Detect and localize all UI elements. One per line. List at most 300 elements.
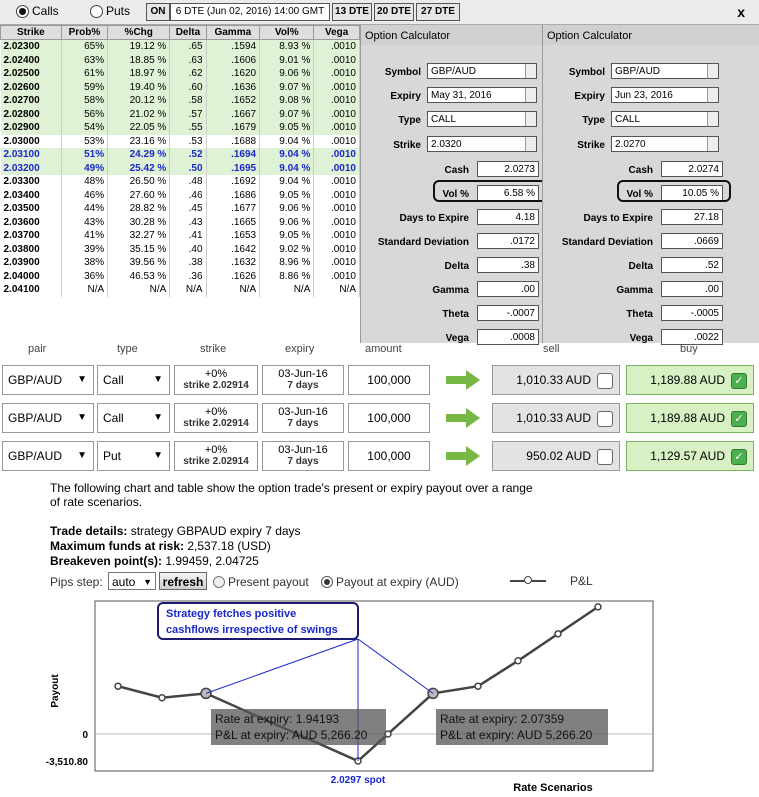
calc-theta-value: -.0007 [477, 305, 539, 321]
arrow-right-icon [446, 370, 482, 390]
chain-cell: 35.15 % [108, 243, 170, 257]
calc-expiry-label: Expiry [574, 91, 605, 102]
calc-expiry-field[interactable]: May 31, 2016 [427, 87, 537, 103]
strike-pct: +0% [204, 444, 228, 456]
chain-cell: .1620 [206, 67, 260, 81]
chain-cell: 2.03400 [1, 189, 62, 203]
chain-cell: .1632 [206, 256, 260, 270]
chain-row[interactable] [1, 270, 360, 284]
pl-point [515, 658, 521, 664]
trade-details-label: Trade details: [50, 524, 128, 538]
chain-cell: .0010 [314, 243, 360, 257]
chain-cell: 39.56 % [108, 256, 170, 270]
chain-row[interactable] [1, 108, 360, 122]
chain-cell: 27.60 % [108, 189, 170, 203]
buy-quote[interactable] [626, 365, 754, 395]
vol-highlight [433, 180, 547, 202]
checkmark-icon[interactable]: ✓ [731, 449, 747, 465]
chain-cell: 9.07 % [260, 108, 314, 122]
chain-cell: .43 [170, 216, 206, 230]
pl-point [159, 695, 165, 701]
strike-pct: +0% [204, 368, 228, 380]
close-icon[interactable]: x [737, 4, 745, 20]
y-tick-min: -3,510.80 [45, 757, 88, 768]
calc-cash-value: 2.0273 [477, 161, 539, 177]
chain-cell: 2.02300 [1, 40, 62, 54]
calc-vol-label: Vol % [626, 189, 653, 200]
calc-delta-value: .52 [661, 257, 723, 273]
chain-header-prob[interactable]: Prob% [61, 26, 107, 40]
chain-cell: 9.04 % [260, 148, 314, 162]
chain-cell: .65 [170, 40, 206, 54]
strike-value: strike 2.02914 [183, 418, 249, 429]
chain-cell: .0010 [314, 108, 360, 122]
option-chain-toolbar [0, 0, 759, 25]
x-axis-label: Rate Scenarios [513, 782, 593, 794]
breakeven-value: 1.99459, 2.04725 [165, 554, 259, 568]
sell-quote[interactable] [492, 365, 620, 395]
chain-cell: 32.27 % [108, 229, 170, 243]
calc-days-value: 4.18 [477, 209, 539, 225]
chain-cell: 20.12 % [108, 94, 170, 108]
chain-cell: .1626 [206, 270, 260, 284]
chain-cell: 28.82 % [108, 202, 170, 216]
chain-cell: 2.04000 [1, 270, 62, 284]
chain-cell: 21.02 % [108, 108, 170, 122]
chain-cell: 2.02500 [1, 67, 62, 81]
chain-cell: 9.04 % [260, 175, 314, 189]
calc-days-label: Days to Expire [583, 213, 653, 224]
max-funds-label: Maximum funds at risk: [50, 539, 185, 553]
expiry-field[interactable] [262, 365, 344, 395]
calc-gamma-value: .00 [477, 281, 539, 297]
chain-cell: 9.05 % [260, 229, 314, 243]
strike-field[interactable] [174, 365, 258, 395]
calc-days-value: 27.18 [661, 209, 723, 225]
chain-cell: 2.02900 [1, 121, 62, 135]
chain-cell: .41 [170, 229, 206, 243]
chevron-down-icon: ▼ [143, 577, 152, 587]
pair-select[interactable] [2, 403, 94, 433]
chain-cell: N/A [170, 283, 206, 297]
chain-header-vega[interactable]: Vega [314, 26, 360, 40]
chain-cell: 2.02600 [1, 81, 62, 95]
chain-cell: 9.02 % [260, 243, 314, 257]
chain-cell: .1688 [206, 135, 260, 149]
chain-row[interactable] [1, 81, 360, 95]
chain-cell: 2.03500 [1, 202, 62, 216]
pips-step-value: auto [112, 575, 136, 589]
chain-cell: 9.04 % [260, 162, 314, 176]
calc-cash-label: Cash [444, 165, 469, 176]
checkmark-icon[interactable]: ✓ [731, 373, 747, 389]
chain-cell: N/A [108, 283, 170, 297]
pair-value: GBP/AUD [8, 411, 63, 425]
chain-cell: 9.06 % [260, 202, 314, 216]
pair-value: GBP/AUD [8, 373, 63, 387]
chain-cell: .36 [170, 270, 206, 284]
chevron-down-icon: ▼ [77, 450, 87, 461]
chain-header-chg[interactable]: %Chg [108, 26, 170, 40]
chain-cell: .1594 [206, 40, 260, 54]
annotation-line1: Strategy fetches positive [166, 608, 297, 620]
chain-cell: .0010 [314, 40, 360, 54]
chain-cell: 8.96 % [260, 256, 314, 270]
chain-cell: N/A [61, 283, 107, 297]
chain-cell: .1679 [206, 121, 260, 135]
calc-theta-label: Theta [626, 309, 653, 320]
pl-point [595, 604, 601, 610]
calc-days-label: Days to Expire [399, 213, 469, 224]
sell-checkbox[interactable] [597, 449, 613, 465]
type-value: Call [103, 373, 124, 387]
calc-expiry-field[interactable]: Jun 23, 2016 [611, 87, 719, 103]
sell-price: 1,010.33 AUD [516, 373, 591, 387]
calls-radio[interactable] [16, 5, 29, 18]
chain-cell: 25.42 % [108, 162, 170, 176]
chain-cell: 8.86 % [260, 270, 314, 284]
chain-cell: 30.28 % [108, 216, 170, 230]
calc-type-label: Type [582, 115, 605, 126]
chain-cell: 19.12 % [108, 40, 170, 54]
calc-sd-label: Standard Deviation [377, 237, 469, 248]
calc-symbol-label: Symbol [384, 67, 421, 78]
chain-cell: 2.02800 [1, 108, 62, 122]
chain-cell: 41% [61, 229, 107, 243]
expiry-date: 03-Jun-16 [278, 444, 328, 456]
puts-radio[interactable] [90, 5, 103, 18]
col-expiry: expiry [285, 343, 315, 355]
chain-cell: 39% [61, 243, 107, 257]
chain-cell: .40 [170, 243, 206, 257]
calc-vega-label: Vega [445, 333, 469, 344]
pl-point [475, 683, 481, 689]
present-payout-radio[interactable] [213, 576, 225, 588]
payout-chart [0, 595, 759, 797]
chain-cell: 2.02400 [1, 54, 62, 68]
sell-quote[interactable] [492, 403, 620, 433]
chain-cell: 2.03300 [1, 175, 62, 189]
col-sell: sell [543, 343, 560, 355]
legend-marker [524, 576, 532, 584]
checkmark-icon[interactable]: ✓ [731, 411, 747, 427]
calc-strike-field[interactable]: 2.0270 [611, 136, 719, 152]
calc-delta-label: Delta [444, 261, 469, 272]
chain-cell: N/A [206, 283, 260, 297]
chain-cell: 22.05 % [108, 121, 170, 135]
calc-type-label: Type [398, 115, 421, 126]
trade-details [50, 524, 301, 538]
chain-cell: 23.16 % [108, 135, 170, 149]
chain-cell: 2.03800 [1, 243, 62, 257]
type-select[interactable] [97, 403, 170, 433]
chain-row[interactable] [1, 135, 360, 149]
chain-cell: 46% [61, 189, 107, 203]
calc-symbol-field[interactable]: GBP/AUD [427, 63, 537, 79]
chain-row[interactable] [1, 229, 360, 243]
strike-value: strike 2.02914 [183, 380, 249, 391]
chain-cell: .1686 [206, 189, 260, 203]
type-value: Call [103, 411, 124, 425]
arrow-right-icon [446, 408, 482, 428]
calc-cash-value: 2.0274 [661, 161, 723, 177]
chain-header-delta[interactable]: Delta [170, 26, 206, 40]
chain-row[interactable] [1, 94, 360, 108]
spot-label: 2.0297 spot [330, 775, 386, 786]
col-type: type [117, 343, 138, 355]
calc-delta-value: .38 [477, 257, 539, 273]
breakeven [50, 554, 259, 568]
chain-cell: .57 [170, 108, 206, 122]
chain-cell: .63 [170, 54, 206, 68]
pips-step-label: Pips step: [50, 575, 103, 589]
chain-cell: 48% [61, 175, 107, 189]
chain-cell: N/A [260, 283, 314, 297]
sell-checkbox[interactable] [597, 373, 613, 389]
arrow-right-icon [446, 446, 482, 466]
chain-cell: 9.07 % [260, 81, 314, 95]
calc-symbol-field[interactable]: GBP/AUD [611, 63, 719, 79]
buy-price: 1,189.88 AUD [650, 373, 725, 387]
chain-row[interactable] [1, 283, 360, 297]
sell-price: 950.02 AUD [526, 449, 591, 463]
chain-cell: .46 [170, 189, 206, 203]
chain-cell: 9.05 % [260, 189, 314, 203]
chain-cell: 2.03700 [1, 229, 62, 243]
option-calculator-1 [360, 25, 542, 343]
present-payout-label: Present payout [228, 575, 309, 589]
chain-row[interactable] [1, 148, 360, 162]
calc-strike-field[interactable]: 2.0320 [427, 136, 537, 152]
chevron-down-icon: ▼ [153, 374, 163, 385]
chain-cell: .1665 [206, 216, 260, 230]
chain-cell: 26.50 % [108, 175, 170, 189]
chain-cell: N/A [314, 283, 360, 297]
chain-header-strike[interactable]: Strike [1, 26, 62, 40]
tooltip-left-rate: Rate at expiry: 1.94193 [215, 712, 340, 726]
chain-cell: .0010 [314, 175, 360, 189]
chain-cell: .0010 [314, 54, 360, 68]
calc-sd-label: Standard Deviation [561, 237, 653, 248]
calc-vega-value: .0022 [661, 329, 723, 345]
strike-value: strike 2.02914 [183, 456, 249, 467]
chain-cell: 65% [61, 40, 107, 54]
chevron-down-icon: ▼ [77, 412, 87, 423]
chain-cell: .0010 [314, 162, 360, 176]
calc-theta-label: Theta [442, 309, 469, 320]
chain-cell: .1642 [206, 243, 260, 257]
expiry-days: 7 days [287, 380, 319, 391]
buy-price: 1,189.88 AUD [650, 411, 725, 425]
chain-cell: .53 [170, 135, 206, 149]
chain-cell: .60 [170, 81, 206, 95]
pair-select[interactable] [2, 441, 94, 471]
breakeven-label: Breakeven point(s): [50, 554, 163, 568]
amount-input[interactable]: 100,000 [348, 365, 430, 395]
type-value: Put [103, 449, 122, 463]
chain-cell: 24.29 % [108, 148, 170, 162]
chevron-down-icon: ▼ [153, 412, 163, 423]
chain-row[interactable] [1, 175, 360, 189]
chain-cell: .1692 [206, 175, 260, 189]
chain-cell: .50 [170, 162, 206, 176]
chain-cell: .38 [170, 256, 206, 270]
chain-cell: 54% [61, 121, 107, 135]
chain-cell: .0010 [314, 67, 360, 81]
calls-label: Calls [32, 4, 59, 18]
pair-select[interactable] [2, 365, 94, 395]
chain-cell: 2.03600 [1, 216, 62, 230]
chain-cell: 2.03900 [1, 256, 62, 270]
chain-row[interactable] [1, 256, 360, 270]
amount-input[interactable]: 100,000 [348, 403, 430, 433]
chain-cell: .1677 [206, 202, 260, 216]
chain-row[interactable] [1, 243, 360, 257]
expiry-tab-27dte[interactable]: 27 DTE [416, 3, 460, 21]
chain-cell: .0010 [314, 256, 360, 270]
calc-sd-value: .0172 [477, 233, 539, 249]
chain-row[interactable] [1, 202, 360, 216]
annotation-line2: cashflows irrespective of swings [166, 624, 338, 636]
chain-row[interactable] [1, 189, 360, 203]
expiry-tab-6dte[interactable]: 6 DTE (Jun 02, 2016) 14:00 GMT [170, 3, 330, 21]
calc-vega-value: .0008 [477, 329, 539, 345]
strike-field[interactable] [174, 403, 258, 433]
chain-cell: 58% [61, 94, 107, 108]
chain-row[interactable] [1, 40, 360, 54]
calc-type-field[interactable]: CALL [427, 111, 537, 127]
expiry-days: 7 days [287, 456, 319, 467]
chain-cell: .1606 [206, 54, 260, 68]
chain-cell: 18.97 % [108, 67, 170, 81]
expiry-date: 03-Jun-16 [278, 406, 328, 418]
sell-checkbox[interactable] [597, 411, 613, 427]
strike-field[interactable] [174, 441, 258, 471]
buy-price: 1,129.57 AUD [650, 449, 725, 463]
col-strike: strike [200, 343, 227, 355]
sell-quote[interactable] [492, 441, 620, 471]
chain-cell: 9.01 % [260, 54, 314, 68]
chain-row[interactable] [1, 162, 360, 176]
chain-cell: 2.02700 [1, 94, 62, 108]
chain-cell: .0010 [314, 94, 360, 108]
chain-cell: 18.85 % [108, 54, 170, 68]
type-select[interactable] [97, 365, 170, 395]
chain-cell: 2.04100 [1, 283, 62, 297]
trade-row [0, 403, 759, 439]
y-axis-label: Payout [50, 674, 61, 708]
chain-cell: 9.05 % [260, 121, 314, 135]
chain-cell: 36% [61, 270, 107, 284]
on-toggle[interactable]: ON [146, 3, 170, 21]
calc-delta-label: Delta [628, 261, 653, 272]
expiry-date: 03-Jun-16 [278, 368, 328, 380]
chain-header-vol[interactable]: Vol% [260, 26, 314, 40]
expiry-field[interactable] [262, 441, 344, 471]
calc-theta-value: -.0005 [661, 305, 723, 321]
chain-cell: 2.03000 [1, 135, 62, 149]
expiry-field[interactable] [262, 403, 344, 433]
amount-input[interactable]: 100,000 [348, 441, 430, 471]
chain-cell: 9.06 % [260, 67, 314, 81]
buy-quote[interactable] [626, 403, 754, 433]
chain-cell: .1695 [206, 162, 260, 176]
chain-cell: 38% [61, 256, 107, 270]
calc-expiry-label: Expiry [390, 91, 421, 102]
calc-cash-label: Cash [628, 165, 653, 176]
expiry-payout-label: Payout at expiry (AUD) [336, 575, 459, 589]
max-funds [50, 539, 271, 553]
calc-title: Option Calculator [361, 25, 542, 45]
chain-cell: 2.03100 [1, 148, 62, 162]
chain-row[interactable] [1, 54, 360, 68]
calc-vega-label: Vega [629, 333, 653, 344]
chain-row[interactable] [1, 216, 360, 230]
calc-strike-label: Strike [393, 140, 421, 151]
chain-cell: .1636 [206, 81, 260, 95]
pips-step-select[interactable] [108, 572, 156, 590]
calc-vol-value: 6.58 % [477, 185, 539, 201]
chain-cell: .45 [170, 202, 206, 216]
chain-row[interactable] [1, 67, 360, 81]
calc-type-field[interactable]: CALL [611, 111, 719, 127]
pair-value: GBP/AUD [8, 449, 63, 463]
chain-cell: .58 [170, 94, 206, 108]
col-pair: pair [28, 343, 47, 355]
expiry-payout-radio[interactable] [321, 576, 333, 588]
chain-cell: 56% [61, 108, 107, 122]
chain-cell: .0010 [314, 121, 360, 135]
pl-point [555, 631, 561, 637]
chain-cell: .1653 [206, 229, 260, 243]
strike-pct: +0% [204, 406, 228, 418]
trade-details-value: strategy GBPAUD expiry 7 days [130, 524, 301, 538]
chain-header-gamma[interactable]: Gamma [206, 26, 260, 40]
calc-sd-value: .0669 [661, 233, 723, 249]
refresh-button[interactable]: refresh [159, 572, 207, 590]
chain-cell: 46.53 % [108, 270, 170, 284]
chain-cell: 59% [61, 81, 107, 95]
chain-row[interactable] [1, 121, 360, 135]
chain-cell: 8.93 % [260, 40, 314, 54]
expiry-tab-20dte[interactable]: 20 DTE [374, 3, 414, 21]
chain-cell: 61% [61, 67, 107, 81]
chevron-down-icon: ▼ [77, 374, 87, 385]
chain-cell: .1694 [206, 148, 260, 162]
col-buy: buy [680, 343, 698, 355]
chain-cell: 63% [61, 54, 107, 68]
calc-strike-label: Strike [577, 140, 605, 151]
chain-cell: 51% [61, 148, 107, 162]
y-tick-zero: 0 [82, 729, 88, 741]
chain-cell: .0010 [314, 81, 360, 95]
puts-label: Puts [106, 4, 131, 18]
buy-quote[interactable] [626, 441, 754, 471]
type-select[interactable] [97, 441, 170, 471]
chain-cell: 9.04 % [260, 135, 314, 149]
chain-cell: .0010 [314, 216, 360, 230]
chain-cell: 9.06 % [260, 216, 314, 230]
chain-cell: 43% [61, 216, 107, 230]
chain-cell: .52 [170, 148, 206, 162]
sell-price: 1,010.33 AUD [516, 411, 591, 425]
calc-vol-label: Vol % [442, 189, 469, 200]
trade-row [0, 365, 759, 401]
calc-gamma-label: Gamma [616, 285, 653, 296]
expiry-days: 7 days [287, 418, 319, 429]
expiry-tab-13dte[interactable]: 13 DTE [332, 3, 372, 21]
chain-cell: .0010 [314, 189, 360, 203]
